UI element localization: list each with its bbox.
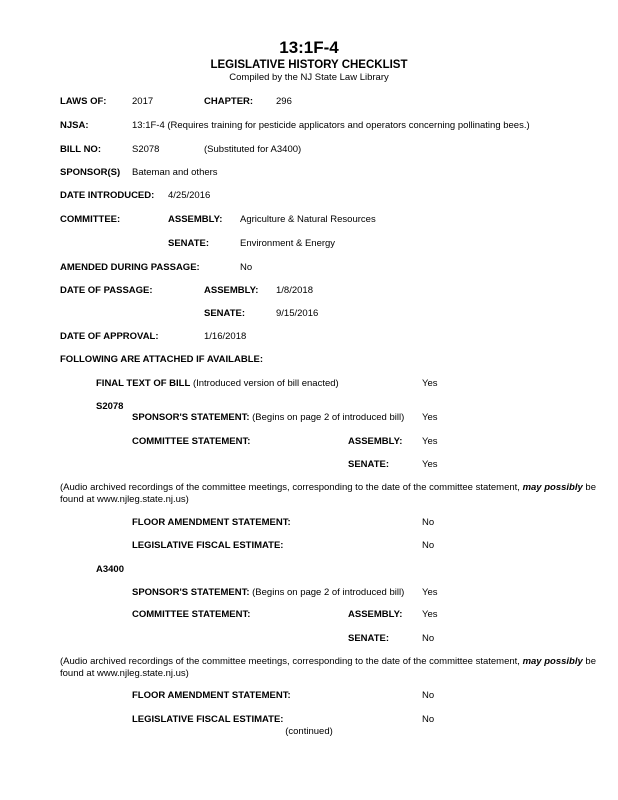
committee-senate-value: Environment & Energy — [240, 238, 336, 249]
a-committee-assembly-value: Yes — [422, 609, 438, 620]
date-introduced-value: 4/25/2016 — [168, 190, 211, 201]
a-sponsor-statement-row — [132, 587, 404, 598]
sponsors-label: SPONSOR(S) — [60, 167, 121, 178]
s-floor-amendment-value: No — [422, 517, 435, 528]
passage-assembly-label: ASSEMBLY: — [204, 285, 259, 296]
s-sponsor-statement-value: Yes — [422, 412, 438, 423]
s-sponsor-statement-row — [132, 412, 404, 423]
a-floor-amendment-value: No — [422, 690, 435, 701]
passage-senate-label: SENATE: — [204, 308, 245, 319]
a-committee-senate-value: No — [422, 633, 435, 644]
sponsors-value: Bateman and others — [132, 167, 218, 178]
chapter-value: 296 — [276, 96, 292, 107]
final-text-note: (Introduced version of bill enacted) — [192, 378, 339, 389]
a-sponsor-statement-note: (Begins on page 2 of introduced bill) — [252, 587, 405, 598]
njsa-label: NJSA: — [60, 120, 89, 131]
following-attached-label: FOLLOWING ARE ATTACHED IF AVAILABLE: — [60, 354, 263, 365]
laws-of-value: 2017 — [132, 96, 154, 107]
passage-senate-value: 9/15/2016 — [276, 308, 319, 319]
bill-no-value: S2078 — [132, 144, 160, 155]
bill-no-note: (Substituted for A3400) — [204, 144, 302, 155]
s-floor-amendment-label: FLOOR AMENDMENT STATEMENT: — [132, 517, 291, 528]
date-introduced-label: DATE INTRODUCED: — [60, 190, 155, 201]
s-committee-assembly-value: Yes — [422, 436, 438, 447]
a-audio-note-text-1: (Audio archived recordings of the committee meetings, corresponding to the date of the committee statement, — [60, 656, 523, 667]
a-committee-senate-label: SENATE: — [348, 633, 389, 644]
a-audio-note-emphasis: may possibly — [522, 656, 583, 667]
a-fiscal-estimate-value: No — [422, 714, 435, 725]
amended-label: AMENDED DURING PASSAGE: — [60, 262, 200, 273]
s-audio-note — [60, 482, 605, 506]
chapter-label: CHAPTER: — [204, 96, 254, 107]
laws-of-label: LAWS OF: — [60, 96, 107, 107]
a-audio-note-text-2: be found at www.njleg.state.nj.us) — [60, 656, 596, 679]
s-audio-note-text-1: (Audio archived recordings of the committee meetings, corresponding to the date of the committee statement, — [60, 482, 523, 493]
a-committee-statement-label: COMMITTEE STATEMENT: — [132, 609, 251, 620]
page-title: 13:1F-4 — [279, 38, 339, 57]
date-of-passage-label: DATE OF PASSAGE: — [60, 285, 153, 296]
final-text-value: Yes — [422, 378, 438, 389]
s-bill-label: S2078 — [96, 401, 124, 412]
a-floor-amendment-label: FLOOR AMENDMENT STATEMENT: — [132, 690, 291, 701]
page-subtitle: LEGISLATIVE HISTORY CHECKLIST — [210, 59, 408, 71]
s-fiscal-estimate-value: No — [422, 540, 435, 551]
compiled-by: Compiled by the NJ State Law Library — [229, 72, 389, 83]
committee-assembly-label: ASSEMBLY: — [168, 214, 223, 225]
committee-assembly-value: Agriculture & Natural Resources — [240, 214, 376, 225]
s-fiscal-estimate-label: LEGISLATIVE FISCAL ESTIMATE: — [132, 540, 284, 551]
committee-senate-label: SENATE: — [168, 238, 209, 249]
s-sponsor-statement-label: SPONSOR'S STATEMENT: — [132, 412, 250, 423]
amended-value: No — [240, 262, 253, 273]
continued-note: (continued) — [285, 726, 333, 737]
final-text-label: FINAL TEXT OF BILL — [96, 378, 191, 389]
committee-label: COMMITTEE: — [60, 214, 121, 225]
s-committee-senate-label: SENATE: — [348, 459, 389, 470]
a-bill-label: A3400 — [96, 564, 124, 575]
date-of-approval-value: 1/16/2018 — [204, 331, 247, 342]
s-committee-senate-value: Yes — [422, 459, 438, 470]
a-fiscal-estimate-label: LEGISLATIVE FISCAL ESTIMATE: — [132, 714, 284, 725]
s-audio-note-text-2: be found at www.njleg.state.nj.us) — [60, 482, 596, 505]
passage-assembly-value: 1/8/2018 — [276, 285, 313, 296]
bill-no-label: BILL NO: — [60, 144, 101, 155]
s-sponsor-statement-note: (Begins on page 2 of introduced bill) — [252, 412, 405, 423]
final-text-row — [96, 378, 339, 389]
a-sponsor-statement-value: Yes — [422, 587, 438, 598]
s-audio-note-emphasis: may possibly — [522, 482, 583, 493]
a-audio-note — [60, 656, 605, 680]
a-sponsor-statement-label: SPONSOR'S STATEMENT: — [132, 587, 250, 598]
s-committee-statement-label: COMMITTEE STATEMENT: — [132, 436, 251, 447]
njsa-value: 13:1F-4 (Requires training for pesticide applicators and operators concerning pollinating bees.) — [132, 120, 530, 131]
s-committee-assembly-label: ASSEMBLY: — [348, 436, 403, 447]
date-of-approval-label: DATE OF APPROVAL: — [60, 331, 159, 342]
a-committee-assembly-label: ASSEMBLY: — [348, 609, 403, 620]
